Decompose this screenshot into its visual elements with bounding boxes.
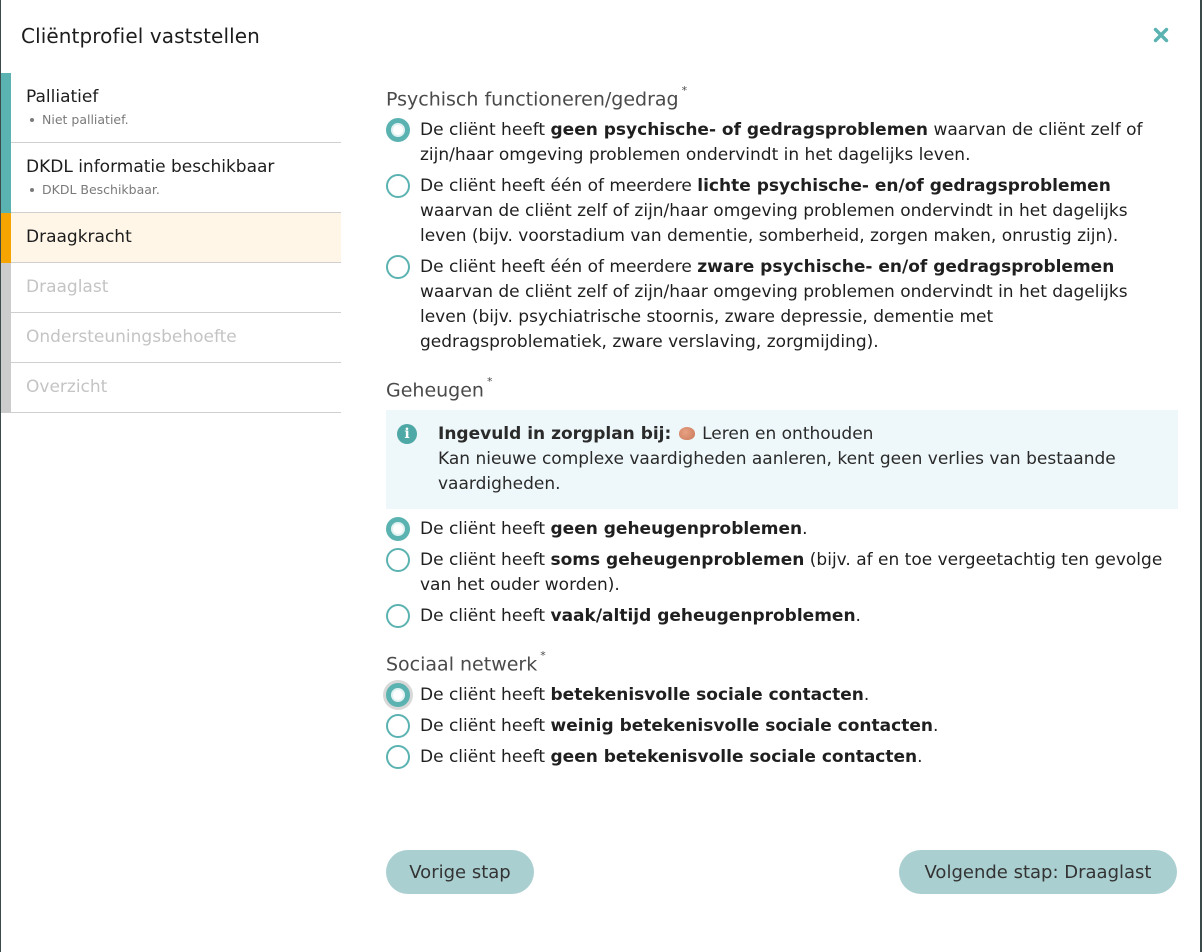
option-text: waarvan de cliënt zelf of zijn/haar omgeving problemen ondervindt in het dagelijks leven. [420, 120, 1143, 166]
option-label [420, 255, 1178, 355]
required-mark: * [486, 375, 493, 389]
info-label: Ingevuld in zorgplan bij: [438, 423, 672, 444]
section-title-text: Sociaal netwerk [386, 652, 538, 675]
step-label: Ondersteuningsbehoefte [26, 327, 237, 347]
radio-button[interactable] [386, 174, 410, 198]
radio-option[interactable] [386, 683, 1178, 708]
radio-group-geheugen [386, 517, 1178, 629]
step-summary [26, 182, 341, 197]
section-sociaal [386, 647, 1178, 770]
radio-option[interactable] [386, 604, 1178, 629]
option-emphasis: weinig betekenisvolle sociale contacten [550, 715, 933, 736]
section-title-text: Psychisch functioneren/gedrag [386, 88, 679, 111]
client-profile-modal [1, 0, 1200, 952]
radio-button[interactable] [386, 714, 410, 738]
option-text: De cliënt heeft [420, 684, 551, 705]
option-text: De cliënt heeft [420, 605, 551, 626]
option-text: (bijv. af en toe vergeetachtig ten gevolge van het ouder worden). [420, 549, 1163, 595]
section-title [386, 647, 1178, 677]
next-step-button[interactable]: Volgende stap: Draaglast [899, 850, 1177, 894]
section-title-text: Geheugen [386, 379, 484, 402]
option-emphasis: soms geheugenproblemen [550, 549, 805, 570]
option-label [420, 548, 1178, 598]
info-topic: Leren en onthouden [702, 423, 874, 444]
radio-button-checked[interactable] [386, 118, 410, 142]
option-emphasis: vaak/altijd geheugenproblemen [550, 605, 856, 626]
brain-icon [679, 427, 695, 440]
option-label [420, 517, 808, 542]
section-geheugen [386, 373, 1178, 628]
bullet-icon [30, 188, 34, 192]
radio-button[interactable] [386, 255, 410, 279]
step-label: Palliatief [26, 87, 99, 107]
radio-button[interactable] [386, 745, 410, 769]
radio-option[interactable] [386, 745, 1178, 770]
radio-button-checked[interactable] [386, 517, 410, 541]
sidebar-step-draaglast[interactable] [1, 263, 341, 313]
step-label: Draagkracht [26, 227, 132, 247]
step-summary-text: DKDL Beschikbaar. [42, 182, 160, 197]
option-text: . [932, 715, 939, 736]
form-content [386, 82, 1178, 788]
radio-option[interactable] [386, 517, 1178, 542]
required-mark: * [540, 648, 546, 662]
sidebar-step-dkdl[interactable] [1, 143, 341, 213]
option-text: waarvan de cliënt zelf of zijn/haar omgeving problemen ondervindt in het dagelijks leven (bijv. voorstadium van dementie, somberheid, zorgen maken, onrustig zijn). [420, 201, 1128, 247]
radio-option[interactable] [386, 174, 1178, 249]
option-text: De cliënt heeft één of meerdere [420, 176, 698, 197]
option-text: . [863, 684, 870, 705]
option-emphasis: lichte psychische- en/of gedragsproblemen [697, 176, 1111, 197]
radio-option[interactable] [386, 714, 1178, 739]
option-text: De cliënt heeft [420, 746, 551, 767]
option-text: . [917, 746, 923, 767]
radio-button[interactable] [386, 548, 410, 572]
radio-button-checked[interactable] [386, 683, 410, 707]
close-button[interactable] [1150, 24, 1172, 46]
radio-option[interactable] [386, 548, 1178, 598]
modal-title: Cliëntprofiel vaststellen [21, 24, 260, 48]
option-emphasis: geen betekenisvolle sociale contacten [550, 746, 918, 767]
radio-group-psychisch [386, 118, 1178, 355]
info-description: Kan nieuwe complexe vaardigheden aanleren, kent geen verlies van bestaande vaardigheden. [438, 448, 1116, 494]
option-emphasis: geen psychische- of gedragsproblemen [550, 120, 929, 141]
option-label [420, 174, 1178, 249]
option-label [420, 683, 869, 708]
option-label [420, 604, 861, 629]
previous-step-button[interactable]: Vorige stap [386, 850, 534, 894]
section-title [386, 373, 1178, 403]
bullet-icon [30, 118, 34, 122]
option-label [420, 118, 1178, 168]
step-label: DKDL informatie beschikbaar [26, 157, 275, 177]
sidebar-step-palliatief[interactable] [1, 73, 341, 143]
radio-group-sociaal [386, 683, 1178, 770]
option-label [420, 745, 923, 770]
option-text: De cliënt heeft [420, 715, 551, 736]
sidebar-step-draagkracht[interactable] [1, 213, 341, 263]
option-text: De cliënt heeft [420, 549, 551, 570]
option-label [420, 714, 938, 739]
close-icon [1153, 27, 1169, 43]
option-text: De cliënt heeft één of meerdere [420, 257, 698, 278]
option-text: . [855, 605, 861, 626]
info-icon: i [397, 424, 417, 444]
option-text: . [802, 518, 808, 539]
info-box [386, 410, 1178, 509]
step-summary-text: Niet palliatief. [42, 112, 129, 127]
sidebar-step-overzicht[interactable] [1, 363, 341, 413]
option-emphasis: betekenisvolle sociale contacten [550, 684, 864, 705]
option-text: De cliënt heeft [420, 120, 551, 141]
radio-button[interactable] [386, 604, 410, 628]
radio-option[interactable] [386, 255, 1178, 355]
section-psychisch [386, 82, 1178, 355]
option-text: waarvan de cliënt zelf of zijn/haar omgeving problemen ondervindt in het dagelijks leven (bijv. psychiatrische stoornis, zware depressie, dementie met gedragsproblematiek, zware verslaving, zorgmijding). [420, 282, 1128, 353]
option-emphasis: geen geheugenproblemen [550, 518, 803, 539]
option-text: De cliënt heeft [420, 518, 551, 539]
radio-option[interactable] [386, 118, 1178, 168]
required-mark: * [681, 84, 688, 97]
option-emphasis: zware psychische- en/of gedragsproblemen [697, 257, 1115, 278]
step-label: Draaglast [26, 277, 109, 297]
info-text [438, 422, 1178, 497]
step-label: Overzicht [26, 377, 108, 397]
step-summary [26, 112, 341, 127]
modal-footer [386, 850, 1177, 896]
sidebar-step-ondersteuningsbehoefte[interactable] [1, 313, 341, 363]
section-title [386, 82, 1178, 112]
step-sidebar [1, 73, 341, 413]
